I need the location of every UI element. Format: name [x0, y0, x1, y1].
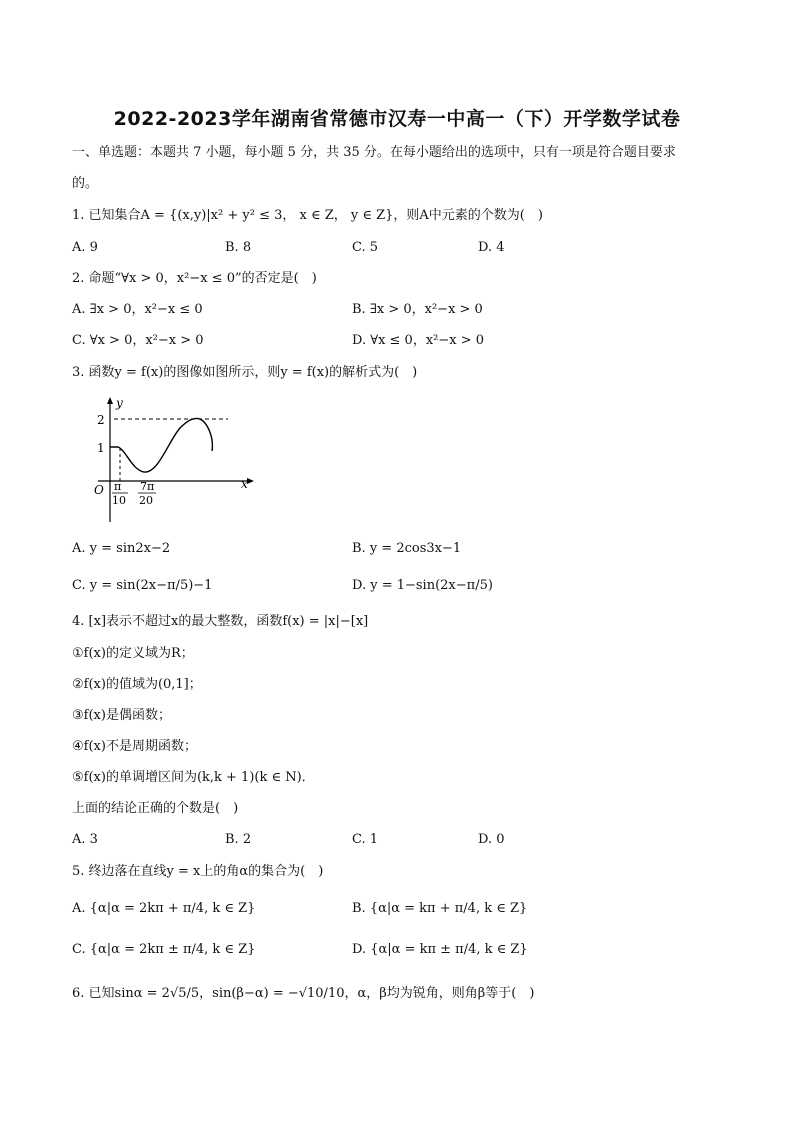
q4-option-c: C. 1 [352, 832, 379, 847]
page-title: 2022-2023学年湖南省常德市汉寿一中高一（下）开学数学试卷 [113, 108, 681, 130]
question-6-stem: 6. 已知sinα = 2√5/5，sin(β−α) = −√10/10，α，β均为锐角，则角β等于( ) [72, 986, 535, 1001]
question-3-stem: 3. 函数y = f(x)的图像如图所示，则y = f(x)的解析式为( ) [72, 365, 418, 380]
q5-option-a: A. {α|α = 2kπ + π/4, k ∈ Z} [72, 901, 256, 916]
y-axis-arrow [107, 397, 113, 404]
y-axis-label: y [116, 396, 123, 410]
q2-option-c: C. ∀x > 0，x²−x > 0 [72, 333, 204, 348]
q1-option-c: C. 5 [352, 240, 379, 255]
question-4-stem: 4. [x]表示不超过x的最大整数，函数f(x) = |x|−[x] [72, 614, 369, 629]
x-tick2-numerator: 7π [140, 480, 155, 493]
question-1-stem: 1. 已知集合A = {(x,y)|x² + y² ≤ 3， x ∈ Z， y ∈ Z}，则A中元素的个数为( ) [72, 208, 543, 223]
x-tick2-denominator: 20 [139, 494, 153, 507]
q3-option-b: B. y = 2cos3x−1 [352, 541, 462, 556]
section-heading-line1: 一、单选题：本题共 7 小题，每小题 5 分，共 35 分。在每小题给出的选项中，只有一项是符合题目要求 [72, 145, 676, 160]
q3-option-c: C. y = sin(2x−π/5)−1 [72, 578, 213, 593]
q4-item-1: ①f(x)的定义域为R； [72, 646, 194, 661]
sine-curve [110, 418, 212, 472]
y-tick-1: 1 [97, 441, 105, 455]
q4-item-2: ②f(x)的值域为(0,1]； [72, 677, 202, 692]
q5-option-b: B. {α|α = kπ + π/4, k ∈ Z} [352, 901, 528, 916]
q2-option-a: A. ∃x > 0，x²−x ≤ 0 [72, 302, 203, 317]
q1-option-a: A. 9 [72, 240, 98, 255]
q4-option-d: D. 0 [478, 832, 505, 847]
x-axis-label: x [241, 477, 248, 491]
x-tick1-denominator: 10 [112, 494, 126, 507]
y-tick-2: 2 [97, 413, 105, 427]
q4-option-b: B. 2 [225, 832, 252, 847]
q3-option-a: A. y = sin2x−2 [72, 541, 171, 556]
q2-option-d: D. ∀x ≤ 0，x²−x > 0 [352, 333, 485, 348]
q4-question: 上面的结论正确的个数是( ) [72, 801, 239, 816]
x-axis-arrow [247, 478, 254, 484]
x-tick1-numerator: π [114, 480, 122, 493]
origin-label: O [94, 483, 104, 497]
question-2-stem: 2. 命题“∀x > 0，x²−x ≤ 0”的否定是( ) [72, 271, 317, 286]
q4-item-3: ③f(x)是偶函数； [72, 708, 171, 723]
q5-option-c: C. {α|α = 2kπ ± π/4, k ∈ Z} [72, 942, 256, 957]
q5-option-d: D. {α|α = kπ ± π/4, k ∈ Z} [352, 942, 528, 957]
section-heading-line2: 的。 [72, 176, 99, 191]
q1-option-b: B. 8 [225, 240, 252, 255]
q2-option-b: B. ∃x > 0，x²−x > 0 [352, 302, 483, 317]
q4-item-4: ④f(x)不是周期函数； [72, 739, 197, 754]
q4-option-a: A. 3 [72, 832, 98, 847]
question-5-stem: 5. 终边落在直线y = x上的角α的集合为( ) [72, 864, 324, 879]
q4-item-5: ⑤f(x)的单调增区间为(k,k + 1)(k ∈ N)． [72, 770, 315, 785]
q3-option-d: D. y = 1−sin(2x−π/5) [352, 578, 493, 593]
function-graph [86, 394, 266, 526]
q1-option-d: D. 4 [478, 240, 505, 255]
